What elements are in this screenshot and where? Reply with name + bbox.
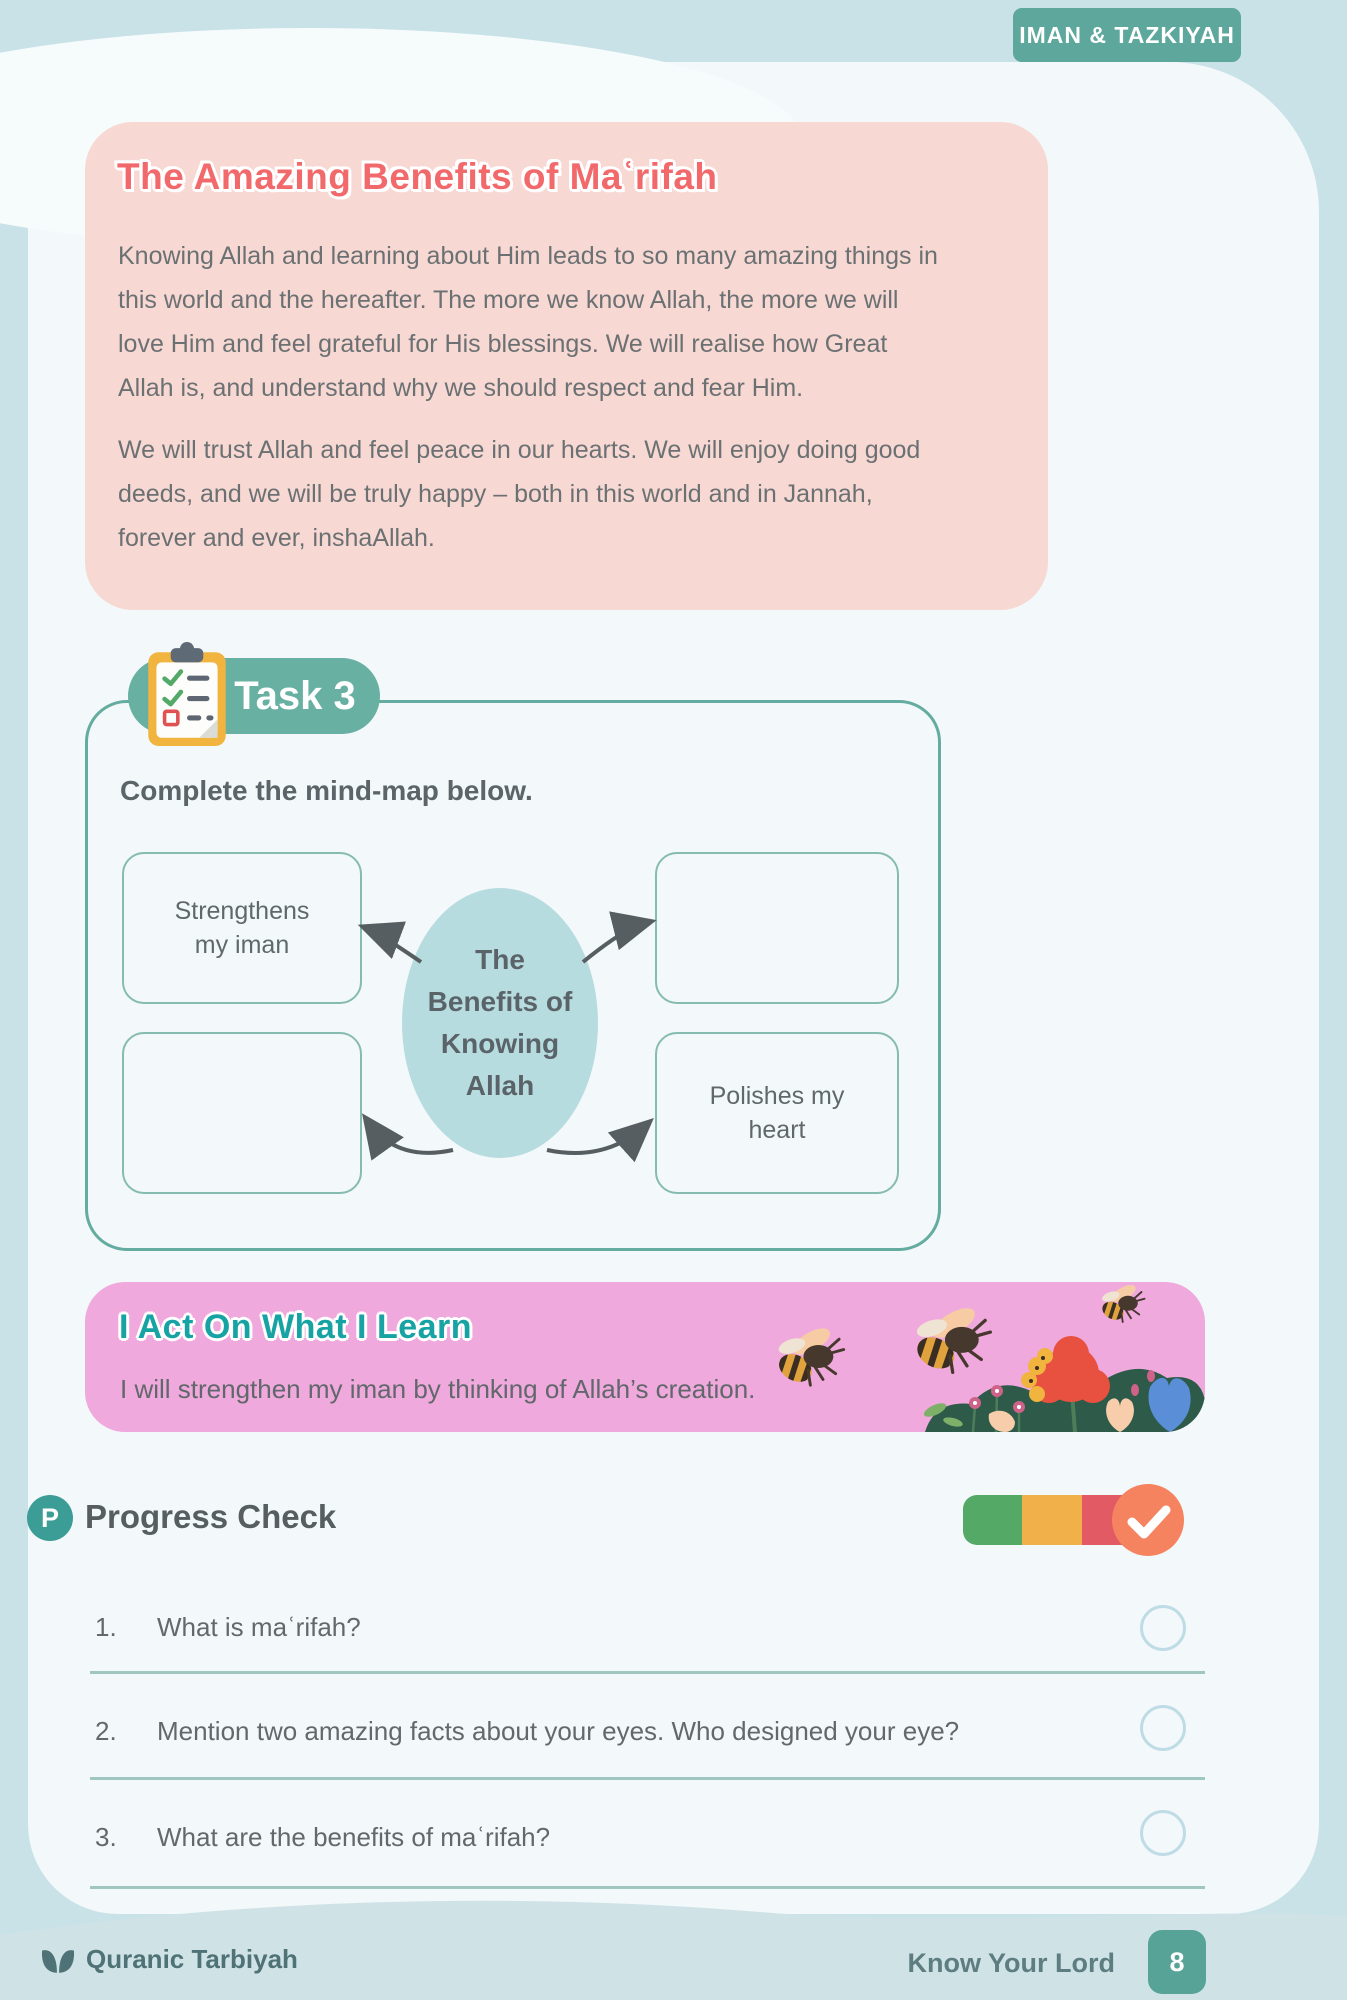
publisher-brand	[40, 1943, 298, 1975]
question-number: 2.	[95, 1716, 117, 1746]
answer-line	[90, 1671, 1205, 1674]
arrow-bottom-right	[547, 1126, 645, 1153]
question-number: 3.	[95, 1822, 117, 1852]
question-text: What are the benefits of maʿrifah?	[157, 1822, 551, 1852]
task-label: Task 3	[234, 673, 356, 718]
section-title: The Amazing Benefits of Maʿrifah	[117, 156, 718, 197]
intro-paragraph: Knowing Allah and learning about Him leads to so many amazing things in this world and the hereafter. The more we know Allah, the more we will love Him and feel grateful for His blessings. We will realise how Great Allah is, and understand why we should respect and fear Him.	[118, 242, 938, 402]
progress-segment-green	[963, 1495, 1022, 1545]
question-text: Mention two amazing facts about your eyes. Who designed your eye?	[157, 1716, 960, 1746]
mindmap-center-line: Allah	[465, 1070, 535, 1101]
intro-paragraph: We will trust Allah and feel peace in our hearts. We will enjoy doing good deeds, and we will be truly happy – both in this world and in Jannah, forever and ever, inshaAllah.	[118, 436, 921, 552]
mindmap-center-line: The	[475, 944, 525, 975]
answer-line	[90, 1777, 1205, 1780]
checkmark-icon	[1112, 1484, 1184, 1556]
page-number: 8	[1169, 1946, 1185, 1977]
mindmap-node-label: Strengthens my iman	[174, 897, 310, 959]
intro-section	[85, 122, 1048, 610]
chapter-badge-label: IMAN & TAZKIYAH	[1019, 21, 1235, 48]
action-section	[85, 1282, 1205, 1432]
question-number: 1.	[95, 1612, 117, 1642]
clipboard-checklist-icon	[146, 642, 228, 753]
book-title: Know Your Lord	[907, 1948, 1115, 1978]
task-instruction: Complete the mind-map below.	[120, 775, 533, 806]
action-text: I will strengthen my iman by thinking of Allah’s creation.	[120, 1374, 756, 1404]
answer-checkbox[interactable]	[1140, 1605, 1186, 1651]
mindmap-center-line: Knowing	[440, 1028, 560, 1059]
arrow-top-right	[583, 923, 645, 962]
circle-p-icon	[27, 1495, 73, 1541]
answer-line	[90, 1886, 1205, 1889]
mindmap-arrows	[85, 700, 935, 1245]
page-number-badge	[1148, 1930, 1206, 1994]
p-letter: P	[40, 1502, 59, 1533]
open-book-icon	[40, 1943, 76, 1975]
bees-and-flowers-illustration	[775, 1282, 1205, 1432]
question-text: What is maʿrifah?	[157, 1612, 361, 1642]
arrow-top-left	[369, 929, 421, 962]
brand-name: Quranic Tarbiyah	[86, 1943, 298, 1974]
mindmap-center-line: Benefits of	[427, 986, 573, 1017]
chapter-badge	[1013, 8, 1241, 62]
answer-checkbox[interactable]	[1140, 1810, 1186, 1856]
action-title: I Act On What I Learn	[119, 1308, 473, 1346]
progress-check-title: Progress Check	[85, 1498, 337, 1535]
arrow-bottom-left	[369, 1123, 453, 1153]
progress-segment-amber	[1022, 1495, 1081, 1545]
answer-checkbox[interactable]	[1140, 1705, 1186, 1751]
mindmap-node-label: Polishes my heart	[709, 1082, 845, 1144]
